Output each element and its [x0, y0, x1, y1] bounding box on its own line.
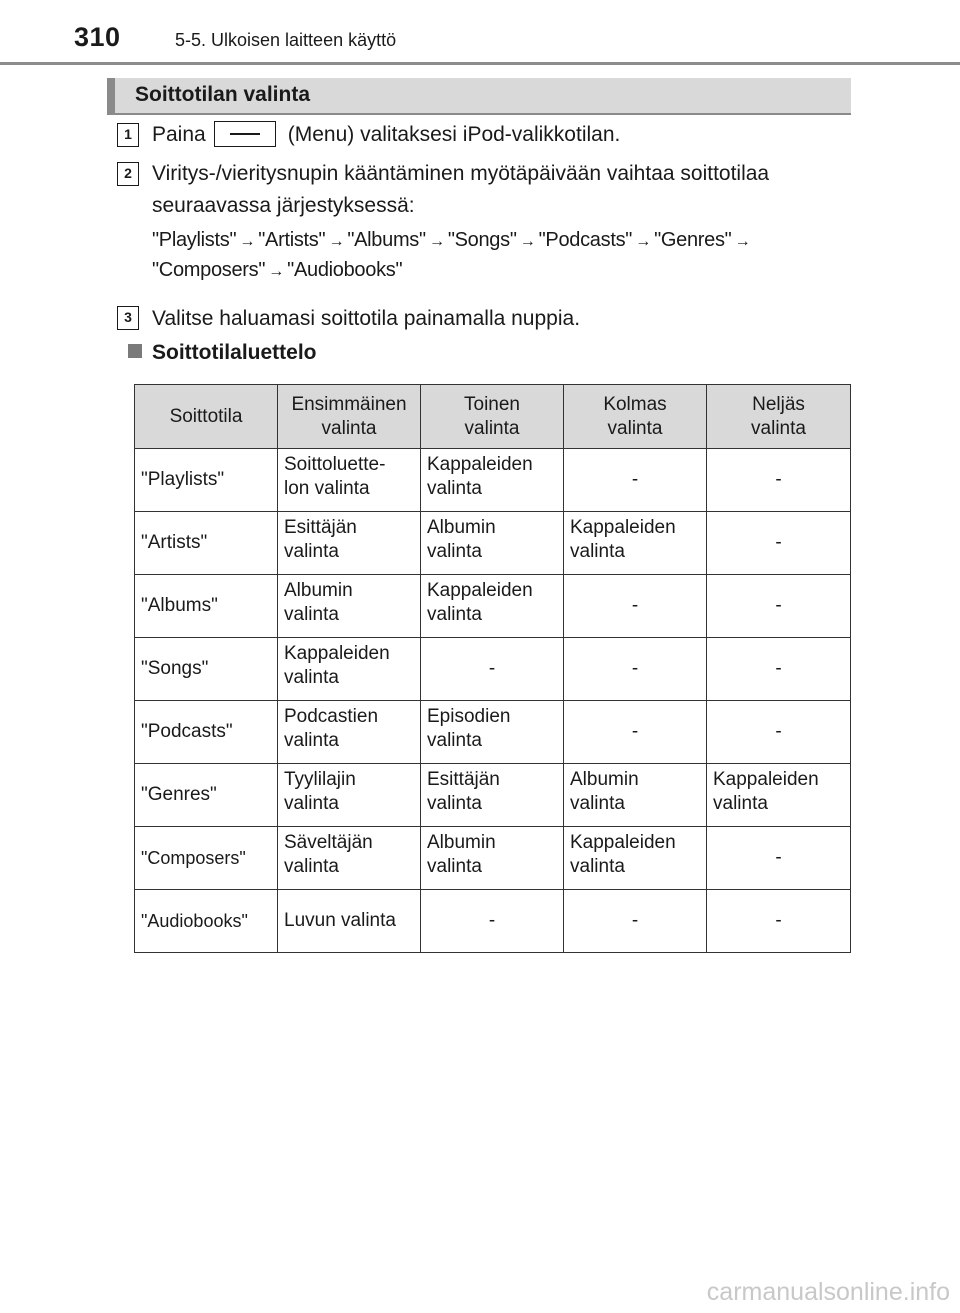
subsection-title: Soittotilaluettelo [152, 341, 317, 364]
column-header: Kolmas valinta [564, 385, 707, 449]
mode-cell: "Albums" [135, 575, 278, 638]
mode-cell: "Genres" [135, 764, 278, 827]
sequence-item: "Playlists" [152, 229, 237, 251]
table-cell: - [707, 638, 851, 701]
table-cell: Episodien valinta [421, 701, 564, 764]
table-cell: Kappaleiden valinta [278, 638, 421, 701]
arrow-right-icon: → [734, 233, 751, 250]
table-cell: - [564, 575, 707, 638]
step-1-badge: 1 [117, 123, 139, 147]
step-1-after-key: (Menu) valitaksesi iPod-valikkotilan. [287, 123, 621, 146]
mode-cell: "Playlists" [135, 449, 278, 512]
table-cell: Esittäjän valinta [421, 764, 564, 827]
table-row [135, 449, 851, 512]
running-header: 5-5. Ulkoisen laitteen käyttö [175, 30, 397, 50]
sequence-item: "Podcasts" [538, 229, 633, 251]
arrow-right-icon: → [239, 233, 256, 250]
arrow-right-icon: → [428, 233, 445, 250]
table-cell: Soittoluette- lon valinta [278, 449, 421, 512]
sequence-item: "Genres" [654, 229, 732, 251]
table-cell: Albumin valinta [421, 827, 564, 890]
mode-cell: "Podcasts" [135, 701, 278, 764]
table-cell: Kappaleiden valinta [564, 512, 707, 575]
table-cell: Kappaleiden valinta [421, 575, 564, 638]
table-row [135, 575, 851, 638]
table-cell: - [707, 827, 851, 890]
section-title: Soittotilan valinta [135, 83, 311, 106]
step-2-line-2: seuraavassa järjestyksessä: [152, 194, 415, 217]
step-3-badge: 3 [117, 306, 139, 330]
sequence-item: "Songs" [447, 229, 517, 251]
table-header-row [135, 385, 851, 449]
column-header: Ensimmäinen valinta [278, 385, 421, 449]
table-cell: - [707, 701, 851, 764]
sequence-item: "Albums" [347, 229, 426, 251]
column-header: Soittotila [135, 385, 278, 449]
step-3-text: Valitse haluamasi soittotila painamalla nuppia. [152, 307, 581, 330]
mode-table [134, 384, 851, 953]
step-1-text [152, 119, 620, 151]
watermark: carmanualsonline.info [706, 1278, 950, 1306]
header-rule [0, 62, 960, 65]
table-cell: - [564, 449, 707, 512]
sequence-item: "Audiobooks" [287, 259, 403, 281]
step-2-badge: 2 [117, 162, 139, 186]
table-row [135, 764, 851, 827]
table-row [135, 701, 851, 764]
table-cell: Säveltäjän valinta [278, 827, 421, 890]
sequence-item: "Composers" [152, 259, 266, 281]
arrow-right-icon: → [328, 233, 345, 250]
table-cell: - [421, 638, 564, 701]
sequence-item: "Artists" [258, 229, 326, 251]
table-cell: Tyylilajin valinta [278, 764, 421, 827]
mode-cell: "Songs" [135, 638, 278, 701]
table-cell: - [707, 890, 851, 953]
step-2-text [152, 158, 769, 222]
column-header: Neljäs valinta [707, 385, 851, 449]
table-cell: Podcastien valinta [278, 701, 421, 764]
mode-cell: "Artists" [135, 512, 278, 575]
menu-button-icon [214, 121, 276, 147]
table-cell: - [564, 701, 707, 764]
subsection-heading [128, 341, 317, 365]
table-cell: Kappaleiden valinta [564, 827, 707, 890]
column-header: Toinen valinta [421, 385, 564, 449]
table-row [135, 827, 851, 890]
step-2-line-1: Viritys-/vieritysnupin kääntäminen myötäpäivään vaihtaa soittotilaa [152, 162, 770, 185]
section-heading-bar [107, 78, 851, 115]
table-cell: Kappaleiden valinta [707, 764, 851, 827]
table-cell: - [421, 890, 564, 953]
table-cell: - [564, 890, 707, 953]
table-cell: Albumin valinta [278, 575, 421, 638]
step-1-before-key: Paina [152, 123, 206, 146]
table-cell: Albumin valinta [421, 512, 564, 575]
table-cell: Kappaleiden valinta [421, 449, 564, 512]
table-row [135, 638, 851, 701]
table-cell: - [707, 449, 851, 512]
mode-cell: "Composers" [135, 827, 278, 890]
table-row [135, 512, 851, 575]
table-cell: - [707, 512, 851, 575]
mode-sequence-line-2 [152, 259, 402, 282]
table-cell: Esittäjän valinta [278, 512, 421, 575]
arrow-right-icon: → [519, 233, 536, 250]
arrow-right-icon: → [635, 233, 651, 250]
table-cell: Albumin valinta [564, 764, 707, 827]
table-row [135, 890, 851, 953]
table-cell: Luvun valinta [278, 890, 421, 953]
arrow-right-icon: → [268, 263, 284, 280]
square-bullet-icon [128, 344, 142, 358]
table-cell: - [707, 575, 851, 638]
table-cell: - [564, 638, 707, 701]
page-number: 310 [74, 22, 121, 52]
mode-sequence-line-1 [152, 229, 753, 252]
mode-cell: "Audiobooks" [135, 890, 278, 953]
